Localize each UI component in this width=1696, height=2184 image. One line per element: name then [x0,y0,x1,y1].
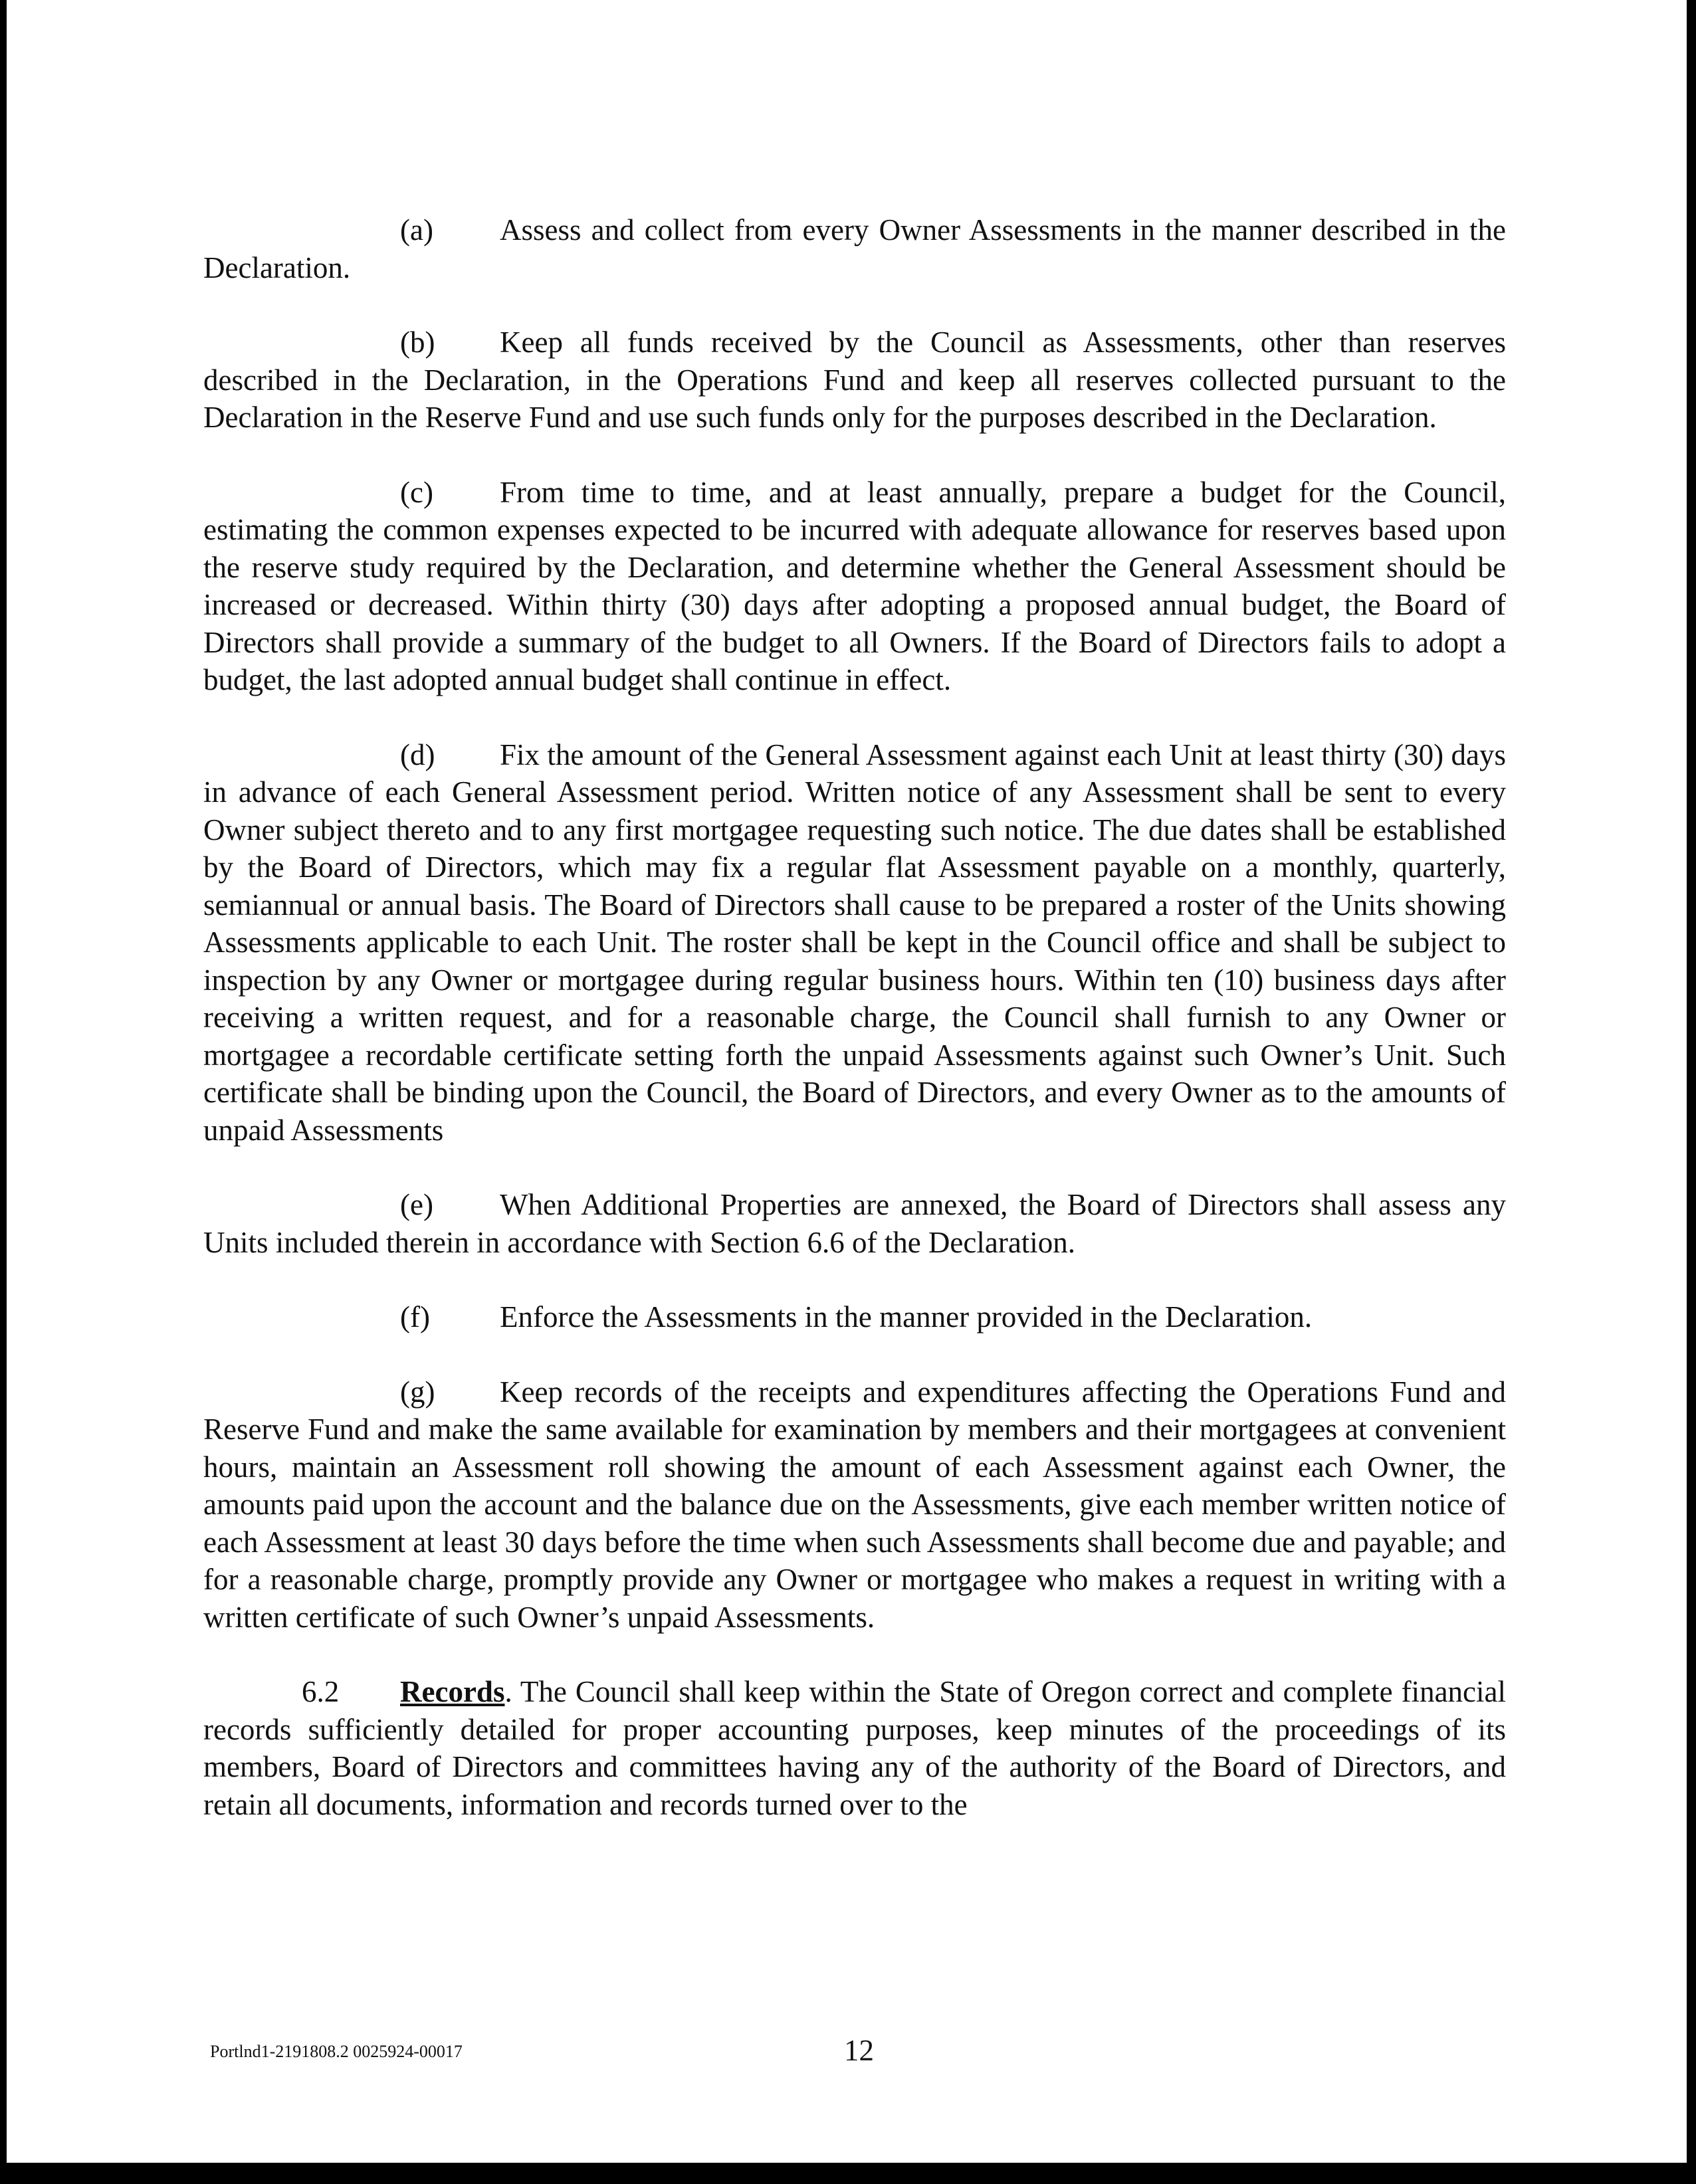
page-number: 12 [844,2034,874,2067]
section-6-2 [203,1673,1506,1823]
item-text: Enforce the Assessments in the manner provided in the Declaration. [500,1300,1313,1334]
item-text: Assess and collect from every Owner Assessments in the manner described in the Declaration. [203,213,1506,284]
item-label: (c) [400,475,433,509]
section-heading: Records [400,1675,505,1708]
item-label: (d) [400,738,435,771]
document-body [203,211,1506,1860]
item-c [203,474,1506,699]
item-text: Keep all funds received by the Council as Assessments, other than reserves described in the Declaration, in the Operations Fund and keep all reserves collected pursuant to the Declaration in the Reserve Fund and use such funds only for the purposes described in the Declaration. [203,326,1506,434]
item-label: (g) [400,1375,435,1409]
section-text: . The Council shall keep within the State of Oregon correct and complete financial records sufficiently detailed for proper accounting purposes, keep minutes of the proceedings of its members, Board of Directors and committees having any of the authority of the Board of Directors, and retain all documents, information and records turned over to the [203,1675,1506,1821]
document-page [7,0,1687,2163]
item-text: When Additional Properties are annexed, the Board of Directors shall assess any Units included therein in accordance with Section 6.6 of the Declaration. [203,1188,1506,1259]
item-text: Keep records of the receipts and expenditures affecting the Operations Fund and Reserve Fund and make the same available for examination by members and their mortgagees at convenient hours, maintain an Assessment roll showing the amount of each Assessment against each Owner, the amounts paid upon the account and the balance due on the Assessments, give each member written notice of each Assessment at least 30 days before the time when such Assessments shall become due and payable; and for a reasonable charge, promptly provide any Owner or mortgagee who makes a request in writing with a written certificate of such Owner’s unpaid Assessments. [203,1375,1506,1634]
item-label: (b) [400,326,435,359]
item-text: Fix the amount of the General Assessment against each Unit at least thirty (30) days in advance of each General Assessment period. Written notice of any Assessment shall be sent to every Owner subject thereto and to any first mortgagee requesting such notice. The due dates shall be established by the Board of Directors, which may fix a regular flat Assessment payable on a monthly, quarterly, semiannual or annual basis. The Board of Directors shall cause to be prepared a roster of the Units showing Assessments applicable to each Unit. The roster shall be kept in the Council office and shall be subject to inspection by any Owner or mortgagee during regular business hours. Within ten (10) business days after receiving a written request, and for a reasonable charge, the Council shall furnish to any Owner or mortgagee a recordable certificate setting forth the unpaid Assessments against such Owner’s Unit. Such certificate shall be binding upon the Council, the Board of Directors, and every Owner as to the amounts of unpaid Assessments [203,738,1506,1147]
item-label: (a) [400,213,433,247]
item-b [203,324,1506,437]
item-text: From time to time, and at least annually, prepare a budget for the Council, estimating the common expenses expected to be incurred with adequate allowance for reserves based upon the reserve study required by the Declaration, and determine whether the General Assessment should be increased or decreased. Within thirty (30) days after adopting a proposed annual budget, the Board of Directors shall provide a summary of the budget to all Owners. If the Board of Directors fails to adopt a budget, the last adopted annual budget shall continue in effect. [203,475,1506,696]
section-number: 6.2 [302,1675,340,1708]
footer-document-id: Portlnd1-2191808.2 0025924-00017 [210,2042,463,2061]
item-f [203,1298,1506,1336]
item-d [203,736,1506,1149]
item-a [203,211,1506,286]
item-g [203,1373,1506,1637]
item-label: (e) [400,1188,433,1221]
item-label: (f) [400,1300,430,1334]
item-e [203,1186,1506,1261]
